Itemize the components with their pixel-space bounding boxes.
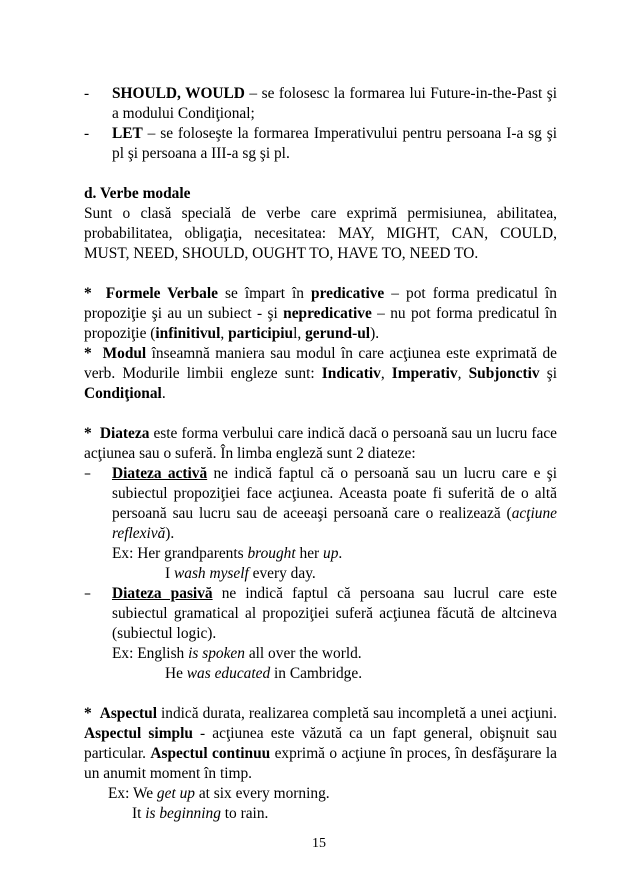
example-line: Ex: We get up at six every morning. <box>108 785 330 802</box>
page-content <box>84 84 557 824</box>
text: – se foloseşte la formarea Imperativului pentru persoana I-a sg şi pl şi persoana a III-a sg şi pl. <box>112 125 557 162</box>
example-line: I wash myself every day. <box>165 565 316 582</box>
list-item <box>84 124 557 164</box>
example-line: It is beginning to rain. <box>132 805 269 822</box>
section-heading: d. Verbe modale <box>84 185 191 202</box>
term: SHOULD, WOULD <box>112 85 245 102</box>
list-item <box>84 84 557 124</box>
list-item-pasiva <box>84 584 557 684</box>
term: LET <box>112 125 143 142</box>
list-dash: – <box>84 466 91 482</box>
list-text: Diateza pasivă ne indică faptul că persoana sau lucrul care este subiectul gramatical al propoziţiei suferă acţiunea făcută de altcineva (subiectul logic). <box>112 585 558 642</box>
list-dash: - <box>84 125 90 142</box>
list-dash: - <box>84 85 90 102</box>
example-line: Ex: Her grandparents brought her up. <box>112 545 343 562</box>
list-text <box>112 124 557 164</box>
paragraph-aspectul: * Aspectul indică durata, realizarea completă sau incompletă a unei acţiuni. Aspectul simplu - acţiunea este văzută ca un fapt general, obişnuit sau particular. Aspectul continuu exprimă o acţiune în proces, în desfăşurare la un anumit moment în timp. <box>84 705 558 782</box>
list-dash: – <box>84 586 91 602</box>
paragraph-modul: * Modul înseamnă maniera sau modul în care acţiunea este exprimată de verb. Modurile limbii engleze sunt: Indicativ, Imperativ, Subjonctiv şi Condiţional. <box>84 345 557 402</box>
list-text: Diateza activă ne indică faptul că o persoană sau un lucru care e şi subiectul propoziţiei face acţiunea. Aceasta poate fi suferită de o altă persoană sau lucru sau de aceeaşi persoană care o realizează (acţiune reflexivă). <box>112 465 557 542</box>
paragraph-diateza: * Diateza este forma verbului care indică dacă o persoană sau un lucru face acţiunea sau o suferă. În limba engleză sunt 2 diateze: <box>84 425 557 462</box>
list-item-activa <box>84 464 557 584</box>
paragraph-formele: * Formele Verbale se împart în predicative – pot forma predicatul în propoziţie şi au un subiect - şi nepredicative – nu pot forma predicatul în propoziţie (infinitivul, participiul, gerund-ul). <box>84 285 558 342</box>
page-number: 15 <box>312 836 326 851</box>
example-line: Ex: English is spoken all over the world. <box>112 645 362 662</box>
paragraph: Sunt o clasă specială de verbe care exprimă permisiunea, abilitatea, probabilitatea, obligaţia, necesitatea: MAY, MIGHT, CAN, COULD, MUST, NEED, SHOULD, OUGHT TO, HAVE TO, NEED TO. <box>84 205 557 262</box>
text: – se folosesc la formarea lui Future-in-the-Past şi a modului Condiţional; <box>112 85 557 122</box>
example-line: He was educated in Cambridge. <box>165 665 363 682</box>
list-text <box>112 84 557 124</box>
